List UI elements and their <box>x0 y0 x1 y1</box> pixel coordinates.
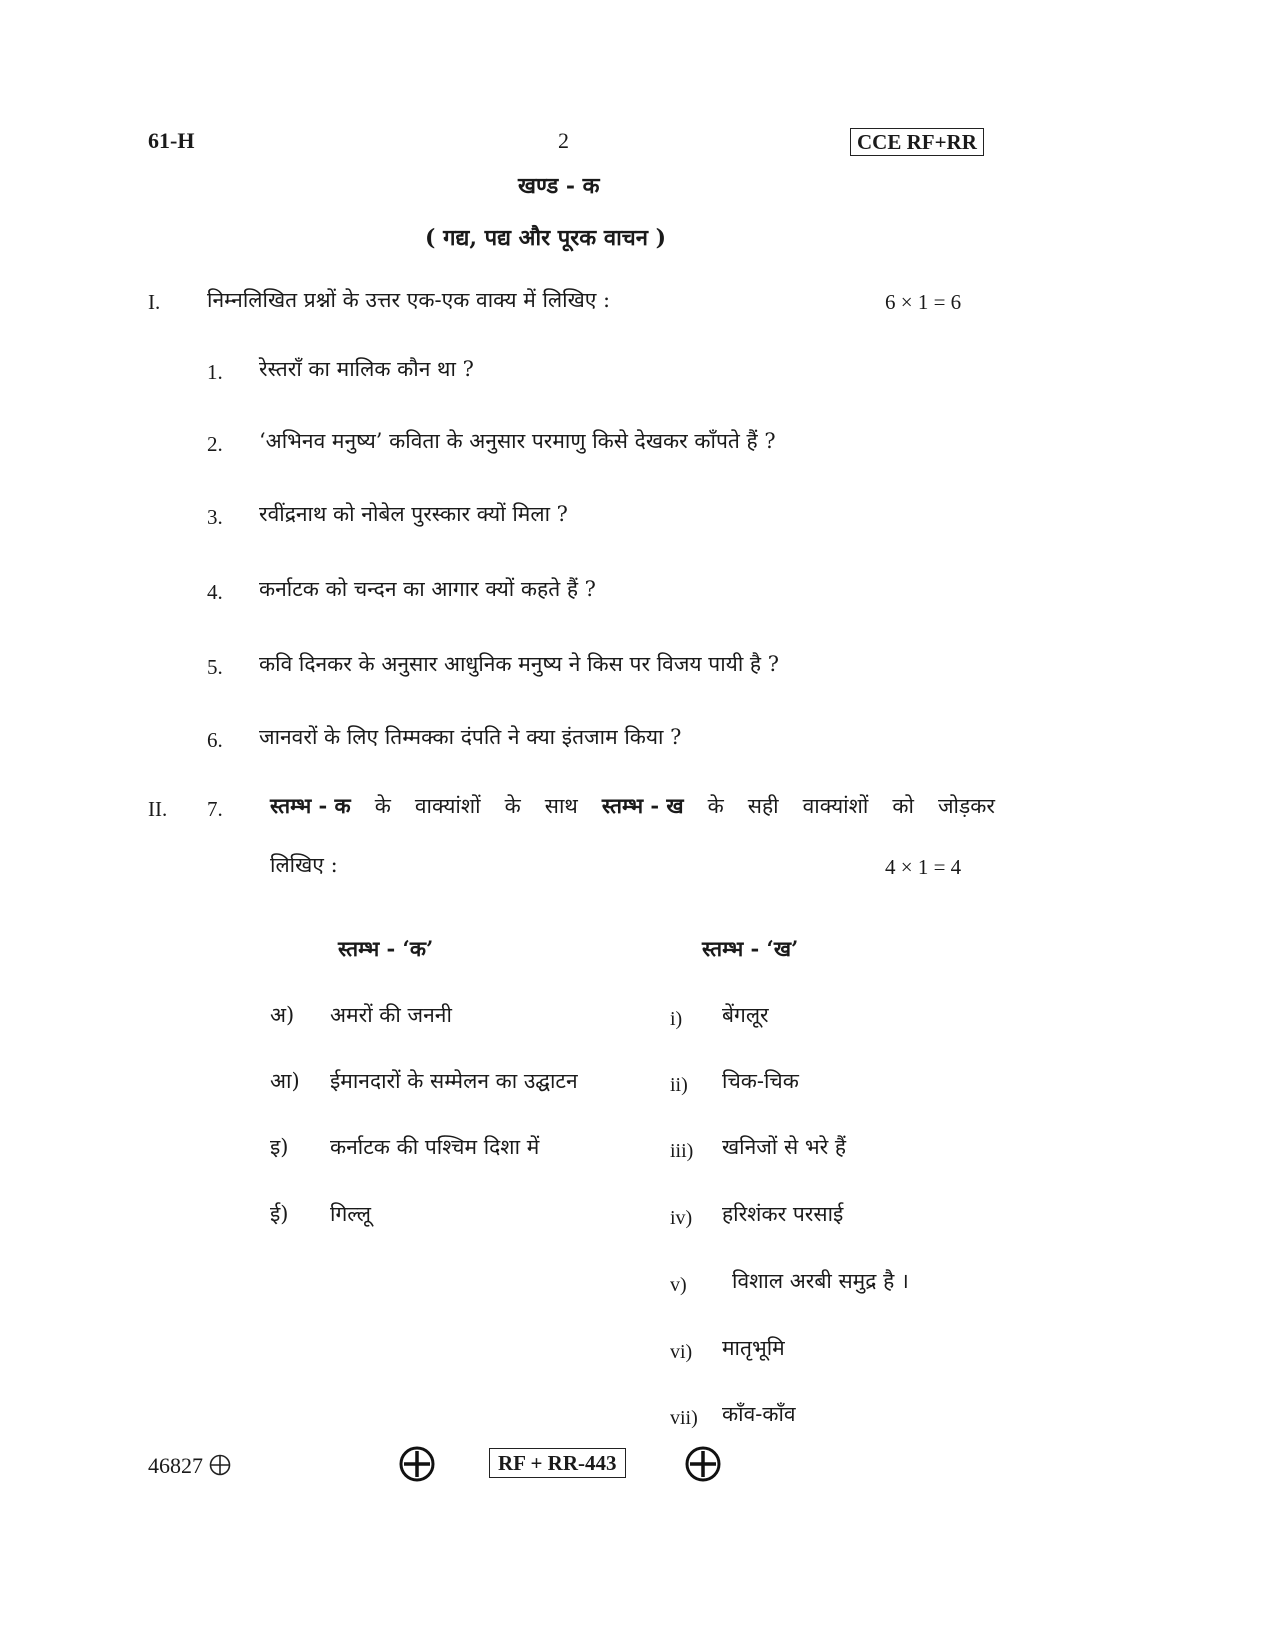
exam-code-box: CCE RF+RR <box>850 128 984 156</box>
q1-item-num: 4. <box>207 580 223 604</box>
col-b-text: विशाल अरबी समुद्र है । <box>732 1269 909 1293</box>
q1-roman: I. <box>148 290 161 314</box>
col-b-label: iii) <box>670 1140 694 1162</box>
q2-instruction <box>270 792 995 820</box>
q2-word: को <box>892 794 914 818</box>
q2-marks: 4 × 1 = 4 <box>885 855 962 879</box>
q1-item-num: 1. <box>207 360 223 384</box>
registration-mark-icon <box>209 1454 231 1476</box>
col-b-text: खनिजों से भरे हैं <box>722 1135 847 1159</box>
section-title: खण्ड - क <box>518 173 600 199</box>
col-b-text: बेंगलूर <box>722 1003 769 1027</box>
q2-word: सही <box>747 794 779 818</box>
q2-roman: II. <box>148 797 168 821</box>
q1-item-text: रेस्तराँ का मालिक कौन था ? <box>259 357 474 381</box>
q1-item-num: 6. <box>207 728 223 752</box>
col-a-label: इ) <box>270 1135 289 1159</box>
q1-item-text: कर्नाटक को चन्दन का आगार क्यों कहते हैं ? <box>259 577 596 601</box>
col-b-label: iv) <box>670 1207 693 1229</box>
q1-item-num: 5. <box>207 655 223 679</box>
q2-word: स्तम्भ - क <box>270 793 351 818</box>
registration-mark-icon <box>685 1446 721 1482</box>
col-b-text: हरिशंकर परसाई <box>722 1202 844 1226</box>
col-a-label: आ) <box>270 1069 300 1093</box>
q2-word: वाक्यांशों <box>414 794 481 818</box>
q2-word: के <box>504 794 521 818</box>
col-b-text: मातृभूमि <box>722 1336 785 1360</box>
q2-word: के <box>374 794 391 818</box>
col-b-label: vi) <box>670 1341 693 1363</box>
q2-word: जोड़कर <box>937 794 995 818</box>
col-b-label: i) <box>670 1008 683 1030</box>
q1-item-text: रवींद्रनाथ को नोबेल पुरस्कार क्यों मिला ? <box>259 502 568 526</box>
col-a-text: ईमानदारों के सम्मेलन का उद्घाटन <box>330 1069 578 1093</box>
q1-item-text: जानवरों के लिए तिम्मक्का दंपति ने क्या इंतजाम किया ? <box>259 725 682 749</box>
col-b-text: काँव-काँव <box>722 1402 796 1426</box>
q2-word: साथ <box>544 794 578 818</box>
col-a-label: अ) <box>270 1003 295 1027</box>
col-b-label: vii) <box>670 1407 698 1429</box>
col-b-label: v) <box>670 1274 687 1296</box>
q1-item-num: 3. <box>207 505 223 529</box>
col-a-label: ई) <box>270 1202 289 1226</box>
page-number: 2 <box>558 128 569 153</box>
q1-item-text: ‘अभिनव मनुष्य’ कविता के अनुसार परमाणु किसे देखकर काँपते हैं ? <box>259 429 776 453</box>
q1-instruction: निम्नलिखित प्रश्नों के उत्तर एक-एक वाक्य में लिखिए : <box>207 288 611 312</box>
registration-mark-icon <box>399 1446 435 1482</box>
column-a-header: स्तम्भ - ‘क’ <box>338 936 434 961</box>
section-subtitle: ( गद्य, पद्य और पूरक वाचन ) <box>425 225 667 251</box>
col-b-label: ii) <box>670 1074 688 1096</box>
q2-word: स्तम्भ - ख <box>601 793 684 818</box>
footer-serial-number: 46827 <box>148 1453 203 1478</box>
q1-item-text: कवि दिनकर के अनुसार आधुनिक मनुष्य ने किस पर विजय पायी है ? <box>259 652 780 676</box>
q2-word: वाक्यांशों <box>802 794 869 818</box>
paper-code: 61-H <box>148 128 195 153</box>
q2-word: के <box>707 794 724 818</box>
q1-item-num: 2. <box>207 432 223 456</box>
footer-serial <box>148 1453 231 1479</box>
col-a-text: गिल्लू <box>330 1202 371 1226</box>
footer-code-box: RF + RR-443 <box>489 1448 626 1478</box>
q2-num: 7. <box>207 797 223 821</box>
q1-marks: 6 × 1 = 6 <box>885 290 962 314</box>
col-b-text: चिक-चिक <box>722 1069 799 1093</box>
column-b-header: स्तम्भ - ‘ख’ <box>702 936 799 961</box>
col-a-text: अमरों की जननी <box>330 1003 452 1027</box>
col-a-text: कर्नाटक की पश्चिम दिशा में <box>330 1135 540 1159</box>
q2-instruction-line2: लिखिए : <box>270 853 338 877</box>
